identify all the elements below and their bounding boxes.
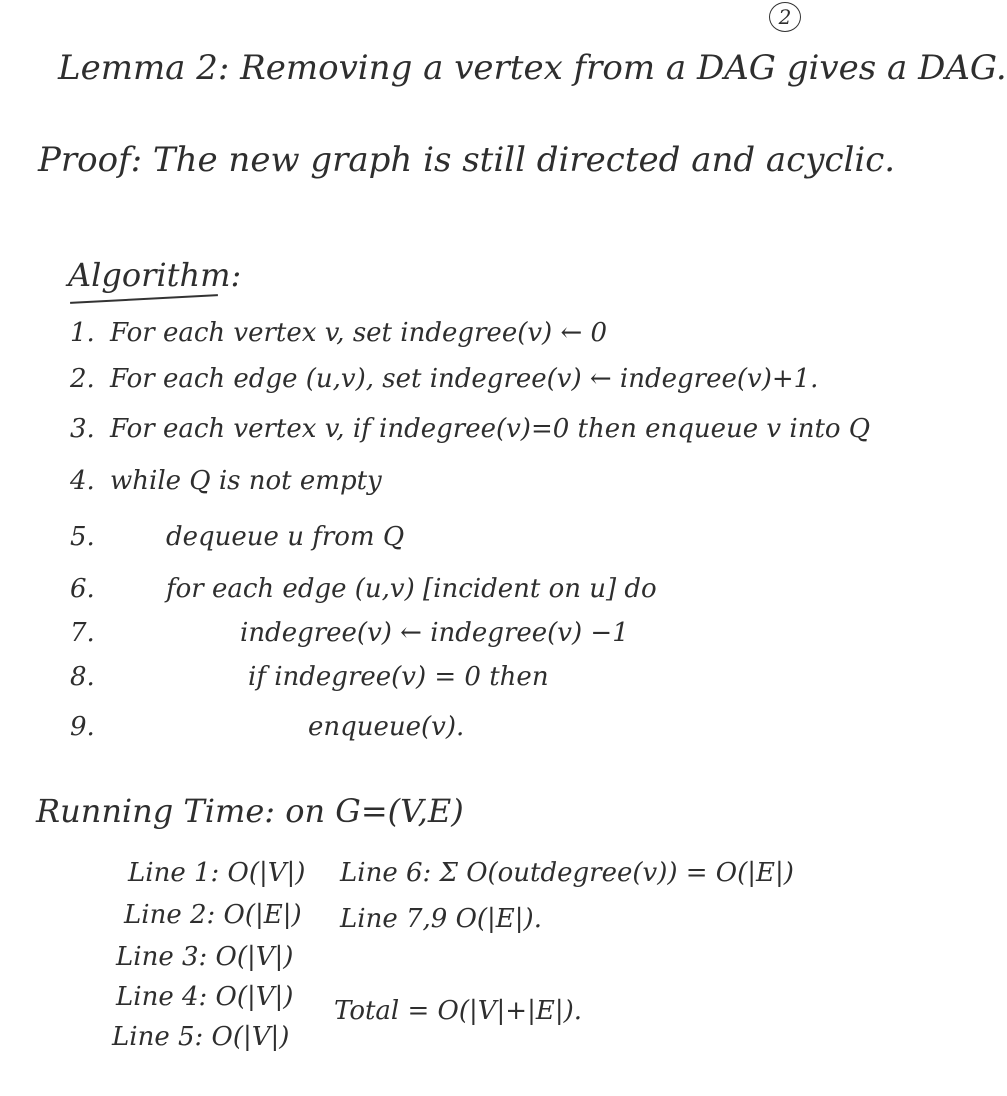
page-number-circle [769, 2, 801, 32]
cost-line: Line 1: O(|V|) [128, 858, 306, 888]
line-number: 8. [70, 662, 95, 692]
algorithm-line [70, 318, 607, 348]
line-number: 6. [70, 574, 95, 604]
line-number: 7. [70, 618, 95, 648]
line-text: indegree(v) ← indegree(v) −1 [240, 618, 629, 648]
algorithm-line [70, 414, 870, 444]
cost-line: Line 4: O(|V|) [116, 982, 294, 1012]
algorithm-heading: Algorithm: [68, 256, 242, 294]
line-text: if indegree(v) = 0 then [248, 662, 549, 692]
line-number: 9. [70, 712, 95, 742]
line-text: while Q is not empty [110, 466, 382, 496]
line-text: For each vertex v, set indegree(v) ← 0 [110, 318, 608, 348]
algorithm-line [70, 662, 549, 692]
algorithm-line [70, 364, 818, 394]
algorithm-line [70, 618, 629, 648]
line-text: enqueue(v). [308, 712, 465, 742]
cost-line: Line 6: Σ O(outdegree(v)) = O(|E|) [340, 858, 794, 888]
cost-line: Line 2: O(|E|) [124, 900, 302, 930]
algorithm-line [70, 574, 657, 604]
page-number: 2 [778, 5, 792, 29]
cost-line: Line 5: O(|V|) [112, 1022, 290, 1052]
line-number: 3. [70, 414, 95, 444]
algorithm-line [70, 712, 464, 742]
algorithm-line [70, 522, 404, 552]
line-number: 5. [70, 522, 95, 552]
cost-line: Line 3: O(|V|) [116, 942, 294, 972]
line-text: For each vertex v, if indegree(v)=0 then enqueue v into Q [110, 414, 871, 444]
total-cost: Total = O(|V|+|E|). [334, 996, 583, 1026]
cost-line: Line 7,9 O(|E|). [340, 904, 542, 934]
line-number: 2. [70, 364, 95, 394]
line-text: dequeue u from Q [166, 522, 405, 552]
line-number: 4. [70, 466, 95, 496]
algorithm-line [70, 466, 382, 496]
line-number: 1. [70, 318, 95, 348]
line-text: for each edge (u,v) [incident on u] do [166, 574, 657, 604]
algorithm-heading-underline [70, 294, 218, 304]
proof-statement: Proof: The new graph is still directed and acyclic. [38, 140, 896, 180]
line-text: For each edge (u,v), set indegree(v) ← indegree(v)+1. [110, 364, 819, 394]
running-time-heading: Running Time: on G=(V,E) [36, 792, 464, 830]
lemma-statement: Lemma 2: Removing a vertex from a DAG gives a DAG. [58, 48, 1007, 88]
